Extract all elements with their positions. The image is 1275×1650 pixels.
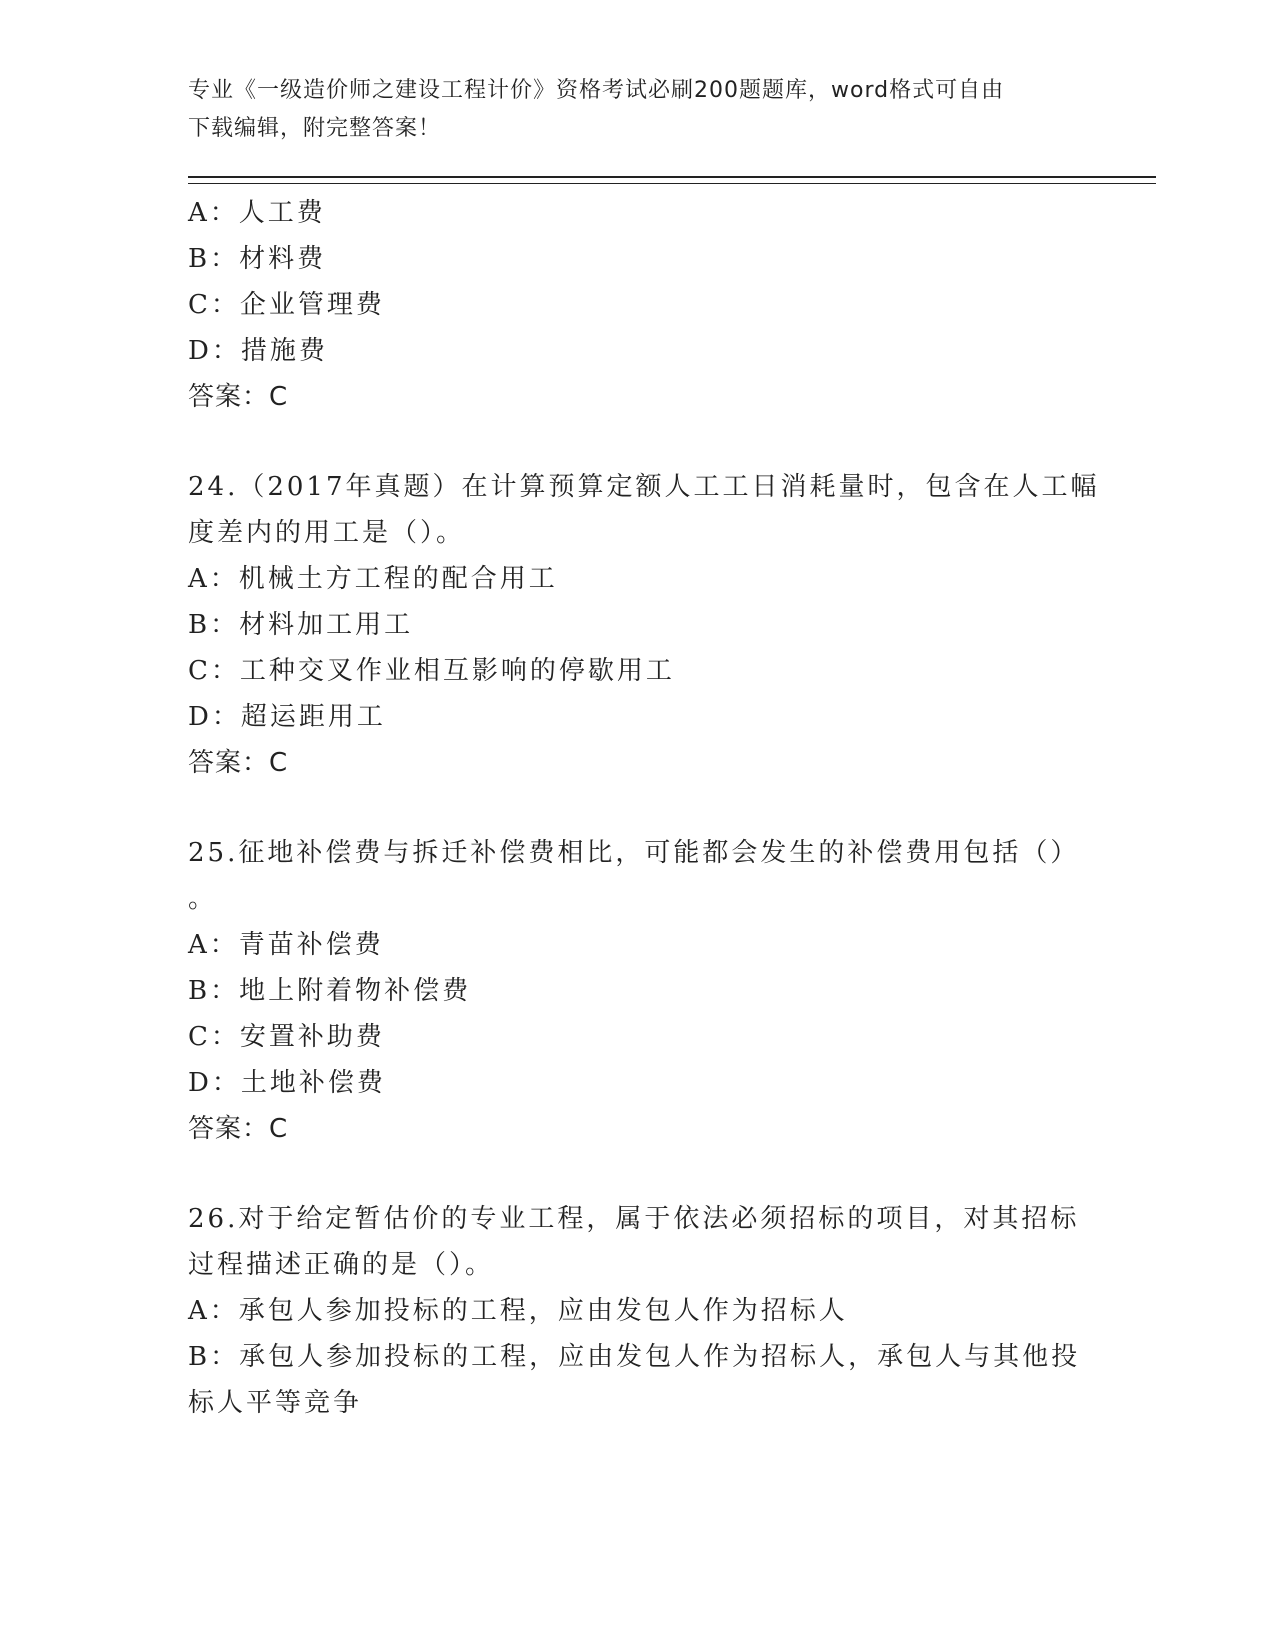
question-stem-line-2: 度差内的用工是（）。: [188, 518, 466, 548]
option-a: A：人工费: [188, 198, 326, 228]
option-b: B：材料加工用工: [188, 610, 414, 640]
question-stem-line-1: 24.（2017年真题）在计算预算定额人工工日消耗量时，包含在人工幅: [188, 472, 1100, 502]
question-stem-line-2: 。: [188, 884, 218, 914]
header-divider-thin: [188, 183, 1156, 184]
option-d: D：超运距用工: [188, 702, 386, 732]
answer: 答案：C: [188, 1114, 289, 1144]
option-a: A：承包人参加投标的工程，应由发包人作为招标人: [188, 1296, 848, 1326]
option-d: D：土地补偿费: [188, 1068, 386, 1098]
question-25: [188, 830, 1088, 1152]
option-b: B：材料费: [188, 244, 327, 274]
option-c: C：工种交叉作业相互影响的停歇用工: [188, 656, 675, 686]
option-b: B：地上附着物补偿费: [188, 976, 472, 1006]
question-stem-line-1: 25.征地补偿费与拆迁补偿费相比，可能都会发生的补偿费用包括（）: [188, 838, 1080, 868]
option-a: A：青苗补偿费: [188, 930, 384, 960]
question-stem-line-2: 过程描述正确的是（）。: [188, 1250, 495, 1280]
question-stem-line-1: 26.对于给定暂估价的专业工程，属于依法必须招标的项目，对其招标: [188, 1204, 1080, 1234]
answer: 答案：C: [188, 748, 289, 778]
question-23: [188, 190, 1088, 420]
header-line-2: 下载编辑，附完整答案！: [188, 116, 442, 141]
spacer: [188, 1152, 1088, 1196]
option-b: B：承包人参加投标的工程，应由发包人作为招标人，承包人与其他投: [188, 1342, 1081, 1372]
answer: 答案：C: [188, 382, 289, 412]
document-body: [188, 190, 1100, 1426]
option-b-continued: 标人平等竞争: [188, 1388, 363, 1418]
question-24: [188, 464, 1100, 786]
option-c: C：企业管理费: [188, 290, 385, 320]
spacer: [188, 786, 1088, 830]
option-c: C：安置补助费: [188, 1022, 385, 1052]
spacer: [188, 420, 1088, 464]
question-26: [188, 1196, 1088, 1426]
option-d: D：措施费: [188, 336, 328, 366]
option-a: A：机械土方工程的配合用工: [188, 564, 558, 594]
document-header: [188, 72, 1068, 148]
header-divider-thick: [188, 176, 1156, 178]
header-line-1: 专业《一级造价师之建设工程计价》资格考试必刷200题题库，word格式可自由: [188, 78, 1005, 103]
